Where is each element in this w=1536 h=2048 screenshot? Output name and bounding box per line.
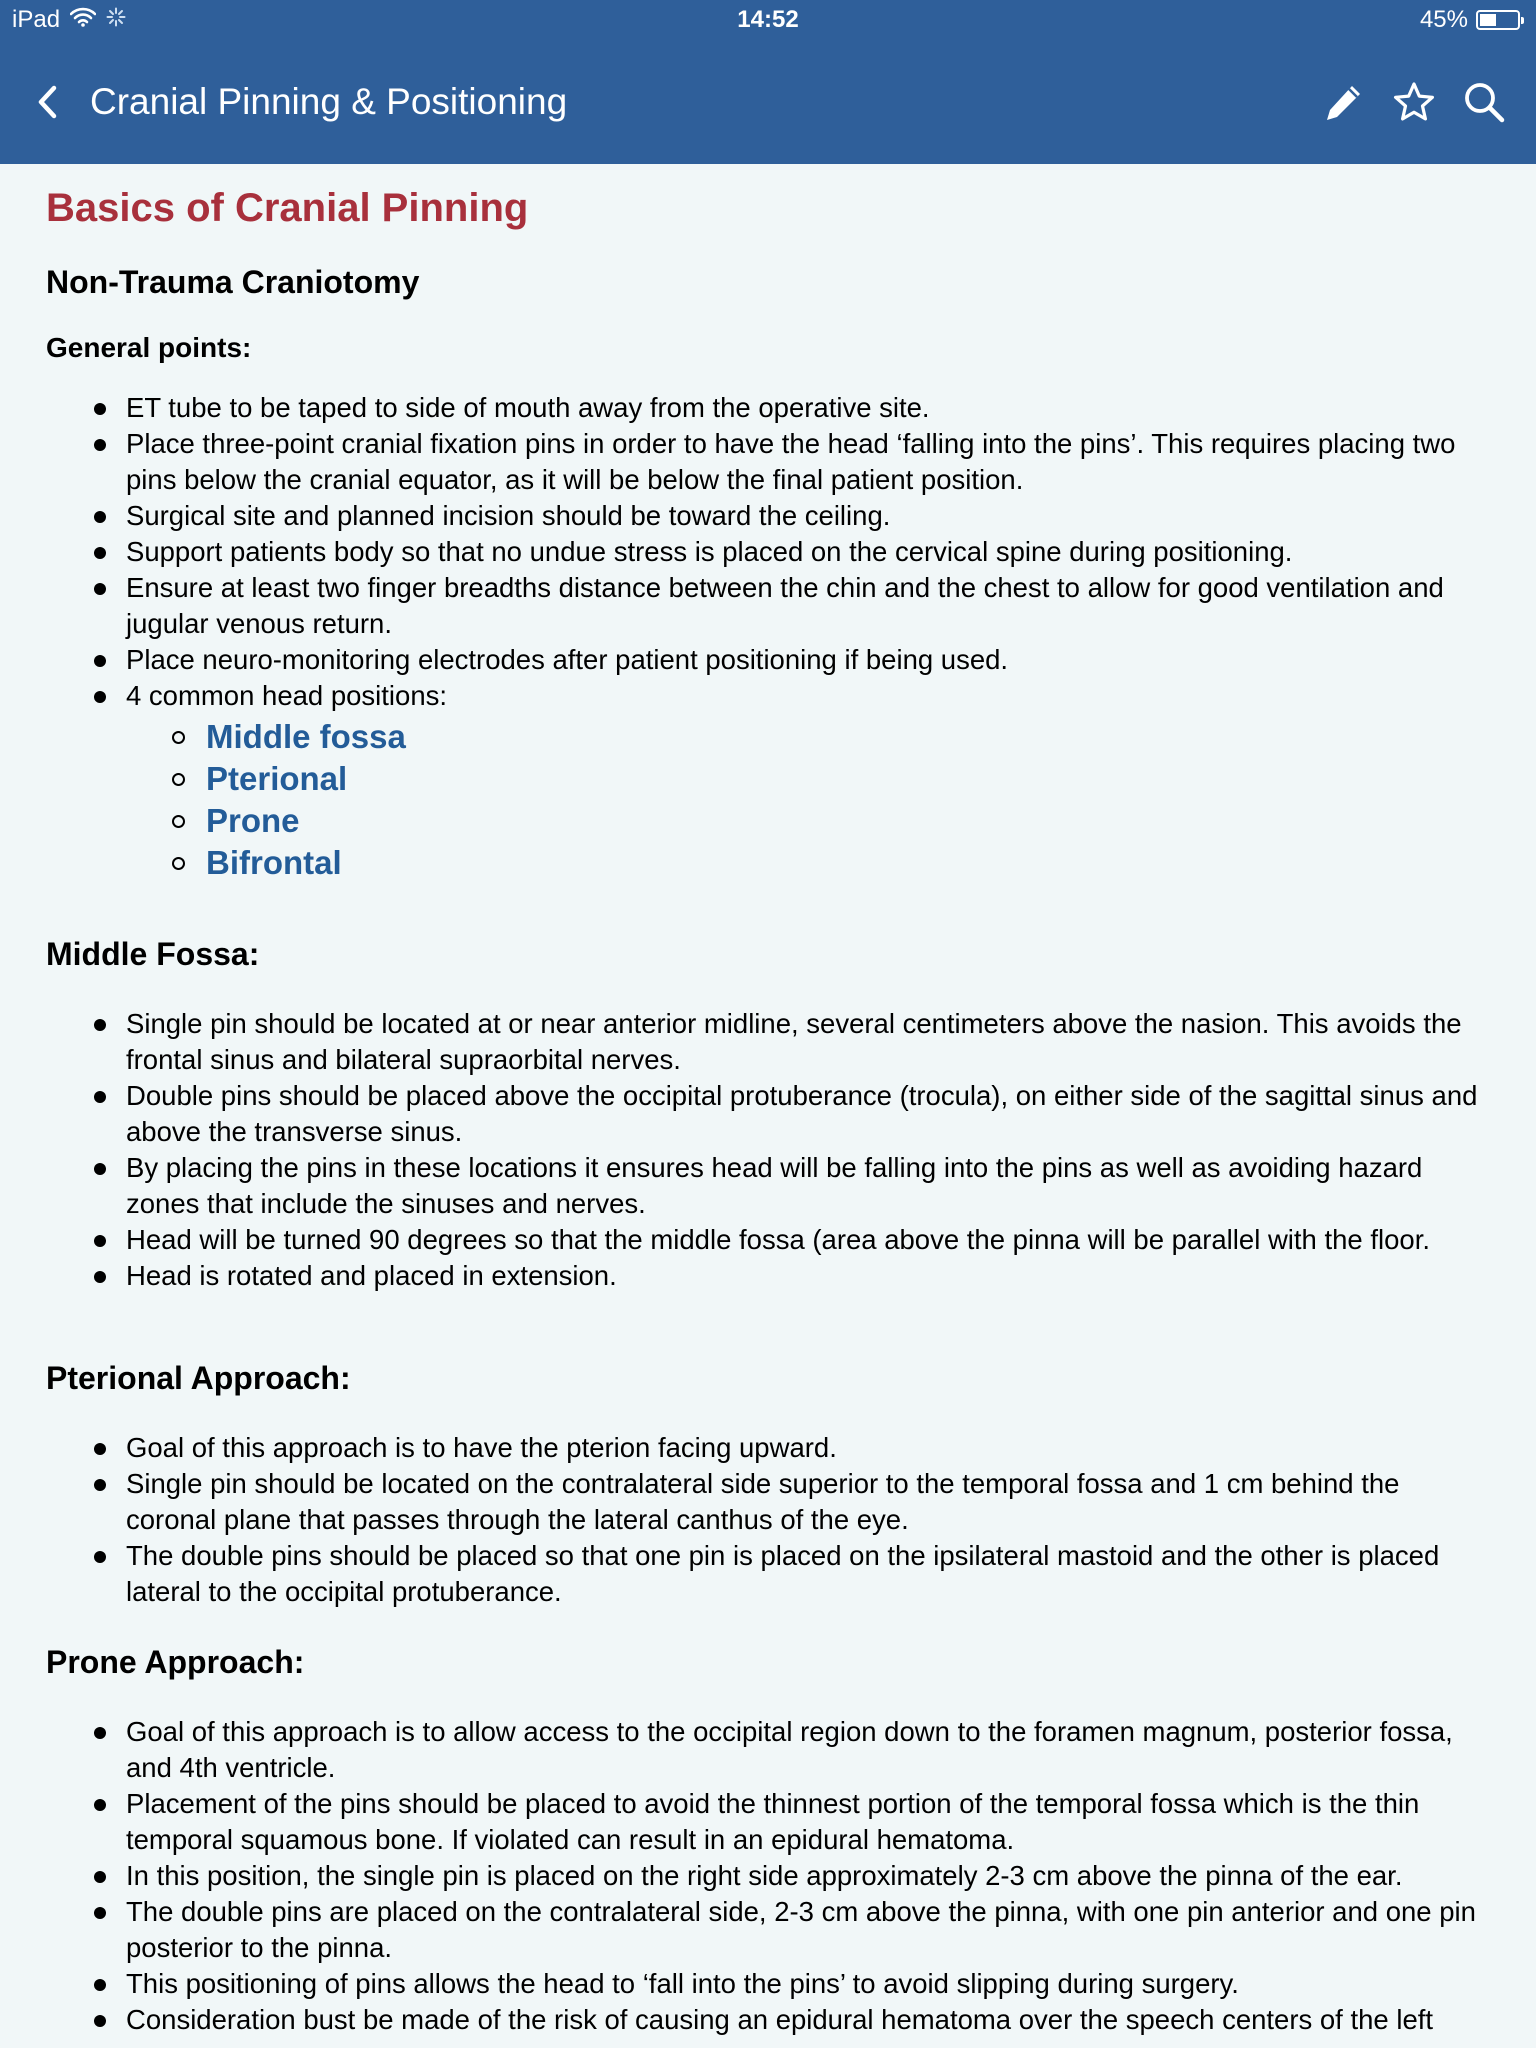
page-title: Basics of Cranial Pinning (46, 186, 529, 230)
list-item: This positioning of pins allows the head to ‘fall into the pins’ to avoid slipping during surgery. (46, 1966, 1490, 2002)
chevron-left-icon (34, 84, 62, 120)
nav-title: Cranial Pinning & Positioning (90, 81, 568, 122)
list-item: By placing the pins in these locations it ensures head will be falling into the pins as well as avoiding hazard zones that include the sinuses and nerves. (46, 1150, 1490, 1222)
list-item: Place three-point cranial fixation pins in order to have the head ‘falling into the pins’. This requires placing two pins below the cranial equator, as it will be below the final patient position. (46, 426, 1490, 498)
star-icon (1392, 80, 1436, 124)
head-position-item (46, 800, 1490, 842)
list-item: Placement of the pins should be placed to avoid the thinnest portion of the temporal fossa which is the thin temporal squamous bone. If violated can result in an epidural hematoma. (46, 1786, 1490, 1858)
status-bar (0, 0, 1536, 40)
list-item: ET tube to be taped to side of mouth away from the operative site. (46, 390, 1490, 426)
list-item: Support patients body so that no undue stress is placed on the cervical spine during positioning. (46, 534, 1490, 570)
link-middle-fossa[interactable]: Middle fossa (206, 718, 406, 755)
prone-list (46, 1714, 1490, 2038)
article-content (46, 164, 1490, 2038)
pencil-icon (1322, 80, 1366, 124)
section-subtitle: Non-Trauma Craniotomy (46, 264, 420, 300)
search-button[interactable] (1460, 74, 1508, 130)
battery-percent: 45% (1419, 6, 1468, 33)
list-item: Head will be turned 90 degrees so that the middle fossa (area above the pinna will be parallel with the floor. (46, 1222, 1490, 1258)
list-item: Ensure at least two finger breadths distance between the chin and the chest to allow for good ventilation and jugular venous return. (46, 570, 1490, 642)
general-points-list (46, 390, 1490, 714)
list-item: Single pin should be located on the contralateral side superior to the temporal fossa and 1 cm behind the coronal plane that passes through the lateral canthus of the eye. (46, 1466, 1490, 1538)
favorite-button[interactable] (1390, 74, 1438, 130)
list-item: Goal of this approach is to allow access to the occipital region down to the foramen magnum, posterior fossa, and 4th ventricle. (46, 1714, 1490, 1786)
list-item: Single pin should be located at or near anterior midline, several centimeters above the nasion. This avoids the frontal sinus and bilateral supraorbital nerves. (46, 1006, 1490, 1078)
list-item: Head is rotated and placed in extension. (46, 1258, 1490, 1294)
prone-heading: Prone Approach: (46, 1644, 305, 1680)
link-prone[interactable]: Prone (206, 802, 300, 839)
search-icon (1462, 80, 1506, 124)
list-item: 4 common head positions: (46, 678, 1490, 714)
navigation-bar (0, 40, 1536, 164)
battery-icon (1476, 10, 1520, 30)
head-position-item (46, 716, 1490, 758)
device-label: iPad (12, 6, 61, 33)
head-position-item (46, 758, 1490, 800)
list-item: Place neuro-monitoring electrodes after patient positioning if being used. (46, 642, 1490, 678)
nav-actions (1320, 74, 1508, 130)
head-positions-links (46, 716, 1490, 884)
general-points-heading: General points: (46, 332, 252, 363)
list-item: Double pins should be placed above the occipital protuberance (trocula), on either side of the sagittal sinus and above the transverse sinus. (46, 1078, 1490, 1150)
pterional-list (46, 1430, 1490, 1610)
list-item: The double pins should be placed so that one pin is placed on the ipsilateral mastoid and the other is placed lateral to the occipital protuberance. (46, 1538, 1490, 1610)
list-item: In this position, the single pin is placed on the right side approximately 2-3 cm above the pinna of the ear. (46, 1858, 1490, 1894)
middle-fossa-list (46, 1006, 1490, 1294)
list-item: Surgical site and planned incision should be toward the ceiling. (46, 498, 1490, 534)
list-item: Consideration bust be made of the risk of causing an epidural hematoma over the speech centers of the left (46, 2002, 1490, 2038)
link-pterional[interactable]: Pterional (206, 760, 348, 797)
battery-level (1480, 14, 1496, 26)
list-item: Goal of this approach is to have the pterion facing upward. (46, 1430, 1490, 1466)
list-item: The double pins are placed on the contralateral side, 2-3 cm above the pinna, with one pin anterior and one pin posterior to the pinna. (46, 1894, 1490, 1966)
status-time: 14:52 (737, 6, 799, 33)
pterional-heading: Pterional Approach: (46, 1360, 351, 1396)
head-position-item (46, 842, 1490, 884)
status-bar-right (1420, 6, 1520, 34)
middle-fossa-heading: Middle Fossa: (46, 936, 260, 972)
link-bifrontal[interactable]: Bifrontal (206, 844, 342, 881)
edit-button[interactable] (1320, 74, 1368, 130)
back-button[interactable] (28, 80, 68, 124)
